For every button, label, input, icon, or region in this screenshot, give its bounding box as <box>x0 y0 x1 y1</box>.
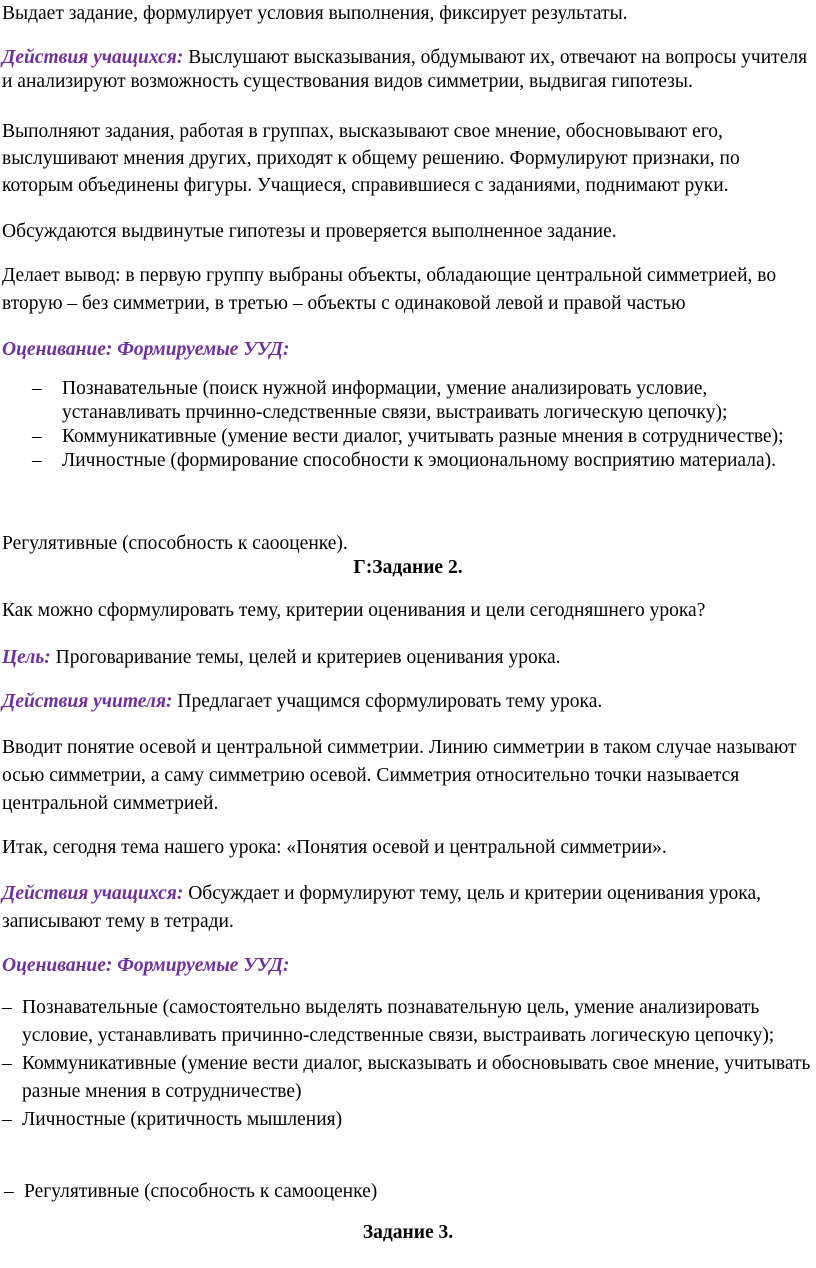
regulative-2-text: Регулятивные (способность к самооценке) <box>24 1181 378 1202</box>
list-item <box>32 449 816 473</box>
paragraph-students-actions-2 <box>2 880 814 936</box>
list-item-text: Познавательные (самостоятельно выделять познавательную цель, умение анализировать условие, устанавливать причинно-следственные связи, выстраивать логическую цепочку); <box>22 997 775 1046</box>
students-actions-text: Выслушают высказывания, обдумывают их, отвечают на вопросы учителя и анализируют возможность существования видов симметрии, выдвигая гипотезы. <box>2 47 808 92</box>
goal-label: Цель: <box>2 647 51 668</box>
paragraph-lesson-topic: Итак, сегодня тема нашего урока: «Понятия осевой и центральной симметрии». <box>2 837 667 858</box>
teacher-actions-label: Действия учителя: <box>2 691 173 712</box>
list-item-text: Коммуникативные (умение вести диалог, учитывать разные мнения в сотрудничестве); <box>62 426 784 447</box>
students-actions-label: Действия учащихся: <box>2 47 184 68</box>
list-item-text: Коммуникативные (умение вести диалог, высказывать и обосновывать свое мнение, учитывать разные мнения в сотрудничестве) <box>22 1053 811 1102</box>
dash-bullet: – <box>32 426 42 447</box>
teacher-actions-text: Предлагает учащимся сформулировать тему урока. <box>172 691 603 712</box>
paragraph-regulative-2 <box>4 1180 814 1204</box>
paragraph-teacher-actions: Выдает задание, формулирует условия выполнения, фиксирует результаты. <box>2 3 628 24</box>
dash-bullet: – <box>32 450 42 471</box>
paragraph-conclusion: Делает вывод: в первую группу выбраны объекты, обладающие центральной симметрией, во вторую – без симметрии, в третью – объекты с одинаковой левой и правой частью <box>2 265 777 314</box>
heading-task-2: Г:Задание 2. <box>353 557 463 578</box>
list-item <box>2 994 816 1050</box>
list-item <box>2 1106 816 1134</box>
heading-task-3: Задание 3. <box>362 1222 454 1243</box>
evaluation-heading-1 <box>2 338 814 362</box>
dash-bullet: – <box>2 1109 12 1130</box>
paragraph-hypotheses: Обсуждаются выдвинутые гипотезы и проверяется выполненное задание. <box>2 221 617 242</box>
dash-bullet: – <box>4 1181 14 1202</box>
paragraph-regulative-1: Регулятивные (способность к саооценке). <box>2 533 348 554</box>
students-actions-text-2: Обсуждает и формулируют тему, цель и критерии оценивания урока, записывают тему в тетради. <box>2 883 761 932</box>
paragraph-group-work: Выполняют задания, работая в группах, высказывают свое мнение, обосновывают его, выслушивают мнения других, приходят к общему решению. Формулируют признаки, по которым объединены фигуры. Учащиеся, справившиеся с заданиями, поднимают руки. <box>2 121 740 196</box>
list-item-text: Личностные (формирование способности к эмоциональному восприятию материала). <box>62 450 776 471</box>
goal-text: Проговаривание темы, целей и критериев оценивания урока. <box>50 647 561 668</box>
evaluation-heading-2 <box>2 954 814 978</box>
list-item <box>32 377 816 425</box>
paragraph-question: Как можно сформулировать тему, критерии оценивания и цели сегодняшнего урока? <box>2 600 706 621</box>
paragraph-symmetry-concept: Вводит понятие осевой и центральной симметрии. Линию симметрии в таком случае называют осью симметрии, а саму симметрию осевой. Симметрия относительно точки называется центральной симметрией. <box>2 737 797 814</box>
dash-bullet: – <box>2 997 12 1018</box>
paragraph-teacher-actions-2 <box>2 690 814 714</box>
uud-list-1 <box>32 377 816 473</box>
dash-bullet: – <box>2 1053 12 1074</box>
paragraph-goal <box>2 646 814 670</box>
list-item <box>2 1050 816 1106</box>
evaluation-label-1: Оценивание: Формируемые УУД: <box>2 339 290 360</box>
students-actions-label-2: Действия учащихся: <box>2 883 184 904</box>
list-item <box>32 425 816 449</box>
paragraph-students-actions <box>2 46 814 94</box>
evaluation-label-2: Оценивание: Формируемые УУД: <box>2 955 290 976</box>
list-item-text: Личностные (критичность мышления) <box>22 1109 343 1130</box>
dash-bullet: – <box>32 378 42 399</box>
uud-list-2 <box>2 994 816 1134</box>
list-item-text: Познавательные (поиск нужной информации, умение анализировать условие, устанавливать прчинно-следственные связи, выстраивать логическую цепочку); <box>62 378 728 423</box>
